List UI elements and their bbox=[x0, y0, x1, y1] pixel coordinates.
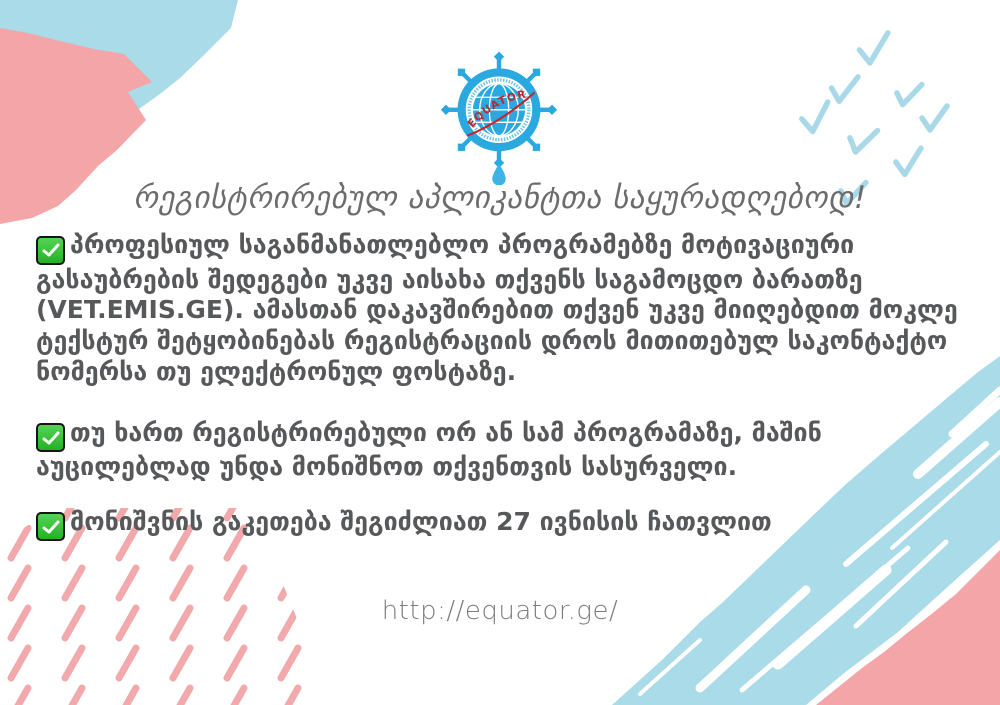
green-check-emoji-icon bbox=[36, 423, 65, 452]
bullet-text: თუ ხართ რეგისტრირებული ორ ან სამ პროგრამაზე, მაშინ აუცილებლად უნდა მონიშნოთ თქვენთვის სასურველი. bbox=[36, 417, 822, 481]
bullet-paragraph bbox=[36, 418, 964, 483]
green-check-emoji-icon bbox=[36, 512, 65, 541]
equator-logo bbox=[441, 50, 557, 185]
poster-body bbox=[36, 230, 964, 541]
bullet-paragraph bbox=[36, 507, 964, 542]
ship-wheel-icon bbox=[441, 52, 557, 168]
poster-title: რეგისტრირებულ აპლიკანტთა საყურადღებოდ! bbox=[133, 180, 867, 216]
logo-text: EQUATOR bbox=[465, 88, 528, 131]
website-url: http://equator.ge/ bbox=[381, 596, 619, 626]
bullet-text: მონიშვნის გაკეთება შეგიძლიათ 27 ივნისის ჩათვლით bbox=[70, 506, 772, 536]
green-check-emoji-icon bbox=[36, 236, 65, 265]
bullet-text: პროფესიულ საგანმანათლებლო პროგრამებზე მოტივაციური გასაუბრების შედეგები უკვე აისახა თქვენს საგამოცდო ბარათზე (VET.EMIS.GE). ამასთან დაკავშირებით თქვენ უკვე მიიღებდით მოკლე ტექსტურ შეტყობინებას რეგისტრაციის დროს მითითებულ საკონტაქტო ნომერსა თუ ელექტრონულ ფოსტაზე. bbox=[36, 230, 958, 386]
bullet-paragraph bbox=[36, 230, 964, 388]
